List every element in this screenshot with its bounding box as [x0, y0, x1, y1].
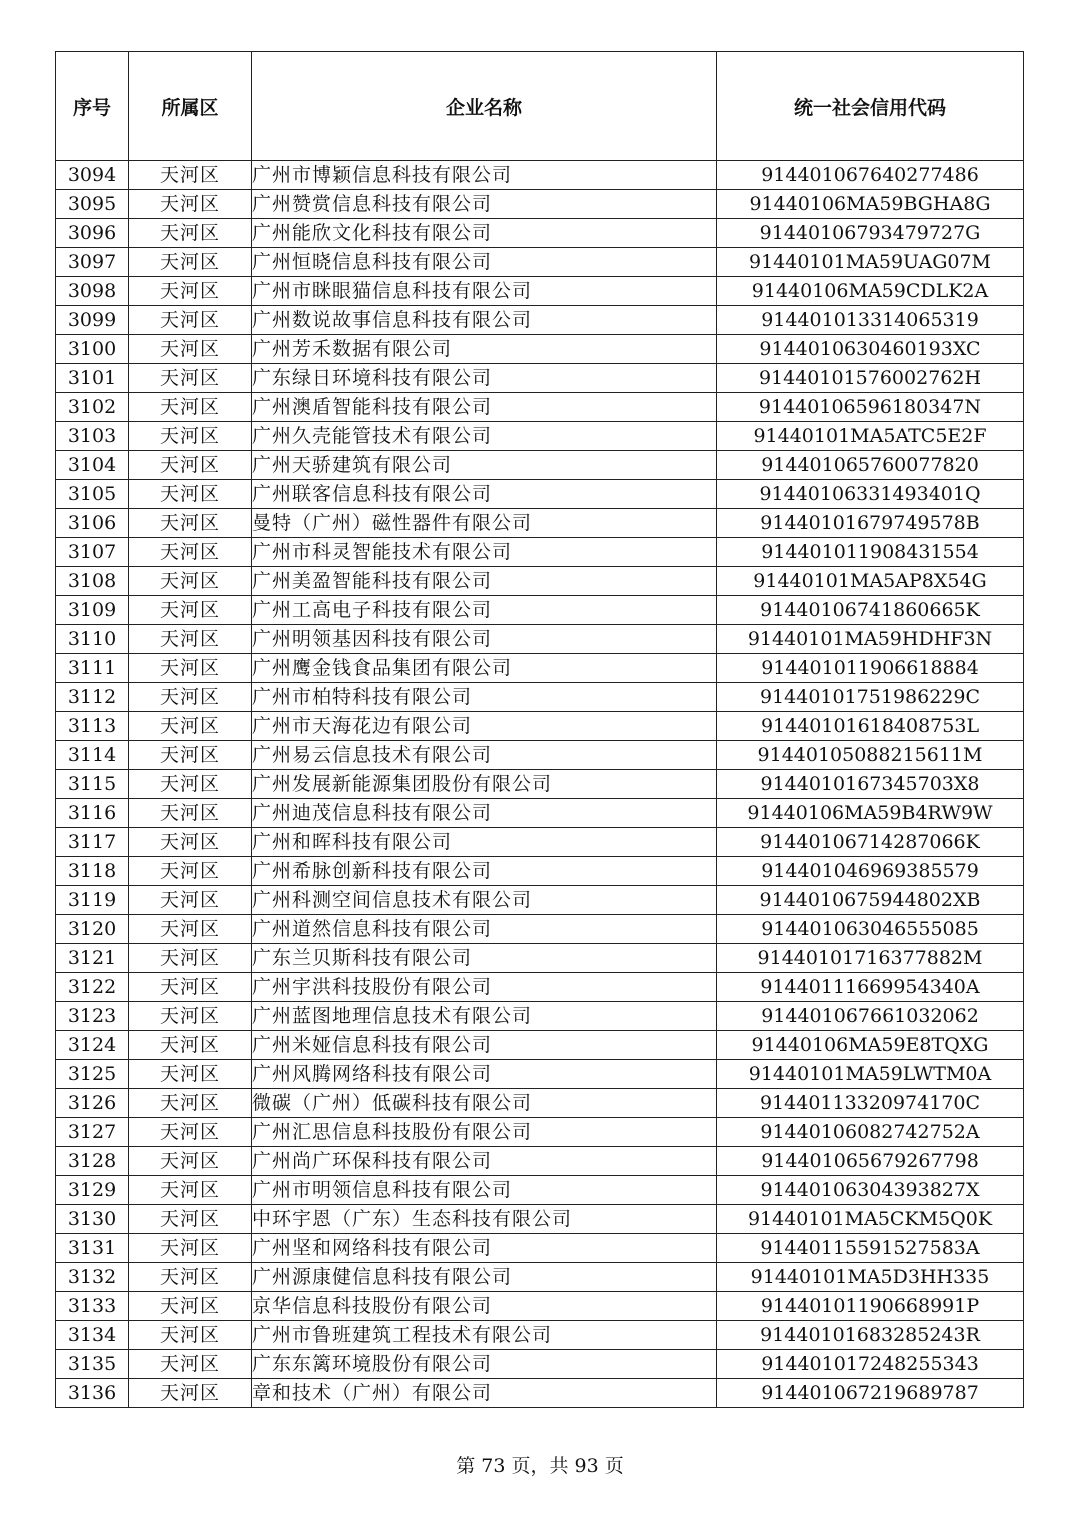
- cell-serial-number: 3102: [56, 393, 129, 422]
- cell-serial-number: 3119: [56, 886, 129, 915]
- cell-company-name: 广州市天海花边有限公司: [252, 712, 717, 741]
- cell-credit-code: 914401065760077820: [717, 451, 1024, 480]
- cell-company-name: 章和技术（广州）有限公司: [252, 1379, 717, 1408]
- table-row: [56, 712, 1024, 741]
- enterprise-table: [55, 51, 1024, 1408]
- table-row: [56, 683, 1024, 712]
- cell-serial-number: 3108: [56, 567, 129, 596]
- cell-company-name: 京华信息科技股份有限公司: [252, 1292, 717, 1321]
- cell-company-name: 广州芳禾数据有限公司: [252, 335, 717, 364]
- cell-company-name: 广州道然信息科技有限公司: [252, 915, 717, 944]
- cell-serial-number: 3103: [56, 422, 129, 451]
- cell-serial-number: 3120: [56, 915, 129, 944]
- table-row: [56, 625, 1024, 654]
- table-row: [56, 741, 1024, 770]
- cell-credit-code: 91440101190668991P: [717, 1292, 1024, 1321]
- cell-company-name: 广州市明领信息科技有限公司: [252, 1176, 717, 1205]
- cell-district: 天河区: [129, 915, 252, 944]
- cell-district: 天河区: [129, 1031, 252, 1060]
- cell-district: 天河区: [129, 712, 252, 741]
- header-credit-code: 统一社会信用代码: [717, 52, 1024, 161]
- cell-credit-code: 914401063046555085: [717, 915, 1024, 944]
- table-row: [56, 886, 1024, 915]
- cell-serial-number: 3123: [56, 1002, 129, 1031]
- cell-district: 天河区: [129, 538, 252, 567]
- cell-serial-number: 3134: [56, 1321, 129, 1350]
- cell-company-name: 广州久壳能管技术有限公司: [252, 422, 717, 451]
- table-row: [56, 1234, 1024, 1263]
- cell-serial-number: 3116: [56, 799, 129, 828]
- cell-district: 天河区: [129, 828, 252, 857]
- cell-company-name: 广州美盈智能科技有限公司: [252, 567, 717, 596]
- cell-company-name: 广州鹰金钱食品集团有限公司: [252, 654, 717, 683]
- cell-serial-number: 3132: [56, 1263, 129, 1292]
- cell-credit-code: 91440101MA5D3HH335: [717, 1263, 1024, 1292]
- cell-district: 天河区: [129, 799, 252, 828]
- cell-serial-number: 3096: [56, 219, 129, 248]
- cell-serial-number: 3112: [56, 683, 129, 712]
- cell-district: 天河区: [129, 1350, 252, 1379]
- cell-credit-code: 91440101618408753L: [717, 712, 1024, 741]
- cell-company-name: 广州赞赏信息科技有限公司: [252, 190, 717, 219]
- table-row: [56, 1089, 1024, 1118]
- cell-serial-number: 3133: [56, 1292, 129, 1321]
- cell-credit-code: 91440101MA5CKM5Q0K: [717, 1205, 1024, 1234]
- cell-credit-code: 914401017248255343: [717, 1350, 1024, 1379]
- cell-credit-code: 91440101MA5AP8X54G: [717, 567, 1024, 596]
- table-row: [56, 770, 1024, 799]
- cell-credit-code: 91440101683285243R: [717, 1321, 1024, 1350]
- cell-serial-number: 3121: [56, 944, 129, 973]
- cell-serial-number: 3124: [56, 1031, 129, 1060]
- cell-serial-number: 3130: [56, 1205, 129, 1234]
- cell-serial-number: 3101: [56, 364, 129, 393]
- cell-credit-code: 91440106MA59B4RW9W: [717, 799, 1024, 828]
- table-row: [56, 944, 1024, 973]
- cell-district: 天河区: [129, 1176, 252, 1205]
- table-row: [56, 219, 1024, 248]
- cell-credit-code: 914401046969385579: [717, 857, 1024, 886]
- cell-district: 天河区: [129, 306, 252, 335]
- cell-serial-number: 3126: [56, 1089, 129, 1118]
- cell-credit-code: 91440101MA59UAG07M: [717, 248, 1024, 277]
- cell-district: 天河区: [129, 654, 252, 683]
- table-row: [56, 451, 1024, 480]
- header-serial-number: 序号: [56, 52, 129, 161]
- cell-serial-number: 3100: [56, 335, 129, 364]
- cell-serial-number: 3128: [56, 1147, 129, 1176]
- cell-company-name: 广州市眯眼猫信息科技有限公司: [252, 277, 717, 306]
- cell-district: 天河区: [129, 393, 252, 422]
- cell-credit-code: 91440106793479727G: [717, 219, 1024, 248]
- table-row: [56, 915, 1024, 944]
- cell-district: 天河区: [129, 451, 252, 480]
- cell-credit-code: 91440101MA5ATC5E2F: [717, 422, 1024, 451]
- cell-district: 天河区: [129, 219, 252, 248]
- table-row: [56, 190, 1024, 219]
- table-row: [56, 248, 1024, 277]
- cell-company-name: 广州宇洪科技股份有限公司: [252, 973, 717, 1002]
- cell-company-name: 广州市博颖信息科技有限公司: [252, 161, 717, 190]
- cell-credit-code: 91440106331493401Q: [717, 480, 1024, 509]
- cell-district: 天河区: [129, 190, 252, 219]
- cell-company-name: 广州蓝图地理信息技术有限公司: [252, 1002, 717, 1031]
- table-row: [56, 1002, 1024, 1031]
- cell-credit-code: 91440115591527583A: [717, 1234, 1024, 1263]
- cell-credit-code: 9144010675944802XB: [717, 886, 1024, 915]
- cell-district: 天河区: [129, 567, 252, 596]
- page-number: 第 73 页，共 93 页: [456, 1455, 624, 1477]
- cell-district: 天河区: [129, 683, 252, 712]
- cell-serial-number: 3117: [56, 828, 129, 857]
- cell-district: 天河区: [129, 625, 252, 654]
- cell-credit-code: 914401013314065319: [717, 306, 1024, 335]
- cell-company-name: 广州坚和网络科技有限公司: [252, 1234, 717, 1263]
- cell-serial-number: 3113: [56, 712, 129, 741]
- table-row: [56, 857, 1024, 886]
- cell-serial-number: 3125: [56, 1060, 129, 1089]
- cell-credit-code: 91440101576002762H: [717, 364, 1024, 393]
- table-row: [56, 277, 1024, 306]
- cell-company-name: 广州和晖科技有限公司: [252, 828, 717, 857]
- cell-serial-number: 3109: [56, 596, 129, 625]
- cell-credit-code: 91440106596180347N: [717, 393, 1024, 422]
- cell-serial-number: 3110: [56, 625, 129, 654]
- cell-credit-code: 91440106741860665K: [717, 596, 1024, 625]
- cell-district: 天河区: [129, 741, 252, 770]
- table-row: [56, 480, 1024, 509]
- cell-company-name: 广州风腾网络科技有限公司: [252, 1060, 717, 1089]
- cell-serial-number: 3115: [56, 770, 129, 799]
- cell-district: 天河区: [129, 596, 252, 625]
- cell-credit-code: 9144010630460193XC: [717, 335, 1024, 364]
- cell-credit-code: 91440113320974170C: [717, 1089, 1024, 1118]
- cell-company-name: 广东绿日环境科技有限公司: [252, 364, 717, 393]
- table-row: [56, 828, 1024, 857]
- cell-company-name: 曼特（广州）磁性器件有限公司: [252, 509, 717, 538]
- table-row: [56, 1321, 1024, 1350]
- cell-district: 天河区: [129, 1060, 252, 1089]
- table-row: [56, 306, 1024, 335]
- table-row: [56, 596, 1024, 625]
- cell-serial-number: 3095: [56, 190, 129, 219]
- table-row: [56, 509, 1024, 538]
- table-row: [56, 799, 1024, 828]
- cell-credit-code: 91440106MA59BGHA8G: [717, 190, 1024, 219]
- table-row: [56, 654, 1024, 683]
- cell-serial-number: 3118: [56, 857, 129, 886]
- cell-company-name: 广州数说故事信息科技有限公司: [252, 306, 717, 335]
- cell-credit-code: 914401067640277486: [717, 161, 1024, 190]
- cell-serial-number: 3131: [56, 1234, 129, 1263]
- cell-district: 天河区: [129, 1147, 252, 1176]
- table-row: [56, 1176, 1024, 1205]
- cell-company-name: 广州汇思信息科技股份有限公司: [252, 1118, 717, 1147]
- cell-credit-code: 91440106MA59E8TQXG: [717, 1031, 1024, 1060]
- cell-credit-code: 91440101MA59HDHF3N: [717, 625, 1024, 654]
- cell-company-name: 广州尚广环保科技有限公司: [252, 1147, 717, 1176]
- cell-company-name: 广州市柏特科技有限公司: [252, 683, 717, 712]
- cell-district: 天河区: [129, 1118, 252, 1147]
- cell-district: 天河区: [129, 161, 252, 190]
- cell-credit-code: 914401067219689787: [717, 1379, 1024, 1408]
- cell-company-name: 广东兰贝斯科技有限公司: [252, 944, 717, 973]
- cell-district: 天河区: [129, 1379, 252, 1408]
- cell-company-name: 广州发展新能源集团股份有限公司: [252, 770, 717, 799]
- cell-credit-code: 91440105088215611M: [717, 741, 1024, 770]
- cell-credit-code: 91440111669954340A: [717, 973, 1024, 1002]
- cell-credit-code: 914401011908431554: [717, 538, 1024, 567]
- cell-district: 天河区: [129, 944, 252, 973]
- table-row: [56, 973, 1024, 1002]
- cell-district: 天河区: [129, 509, 252, 538]
- cell-district: 天河区: [129, 1002, 252, 1031]
- table-row: [56, 1263, 1024, 1292]
- cell-serial-number: 3107: [56, 538, 129, 567]
- cell-serial-number: 3099: [56, 306, 129, 335]
- cell-credit-code: 914401011906618884: [717, 654, 1024, 683]
- cell-district: 天河区: [129, 1292, 252, 1321]
- table-row: [56, 1379, 1024, 1408]
- cell-company-name: 广州源康健信息科技有限公司: [252, 1263, 717, 1292]
- cell-company-name: 广州工高电子科技有限公司: [252, 596, 717, 625]
- cell-company-name: 中环宇恩（广东）生态科技有限公司: [252, 1205, 717, 1234]
- cell-credit-code: 91440106304393827X: [717, 1176, 1024, 1205]
- header-district: 所属区: [129, 52, 252, 161]
- cell-credit-code: 91440101751986229C: [717, 683, 1024, 712]
- table-row: [56, 567, 1024, 596]
- table-body: [56, 161, 1024, 1408]
- cell-company-name: 广州米娅信息科技有限公司: [252, 1031, 717, 1060]
- cell-district: 天河区: [129, 1263, 252, 1292]
- cell-company-name: 广州澳盾智能科技有限公司: [252, 393, 717, 422]
- table-row: [56, 1350, 1024, 1379]
- table-row: [56, 393, 1024, 422]
- cell-company-name: 广州易云信息技术有限公司: [252, 741, 717, 770]
- table-row: [56, 1292, 1024, 1321]
- cell-district: 天河区: [129, 364, 252, 393]
- table-row: [56, 1060, 1024, 1089]
- table-row: [56, 1147, 1024, 1176]
- cell-district: 天河区: [129, 248, 252, 277]
- cell-district: 天河区: [129, 422, 252, 451]
- cell-district: 天河区: [129, 886, 252, 915]
- cell-credit-code: 9144010167345703X8: [717, 770, 1024, 799]
- cell-serial-number: 3136: [56, 1379, 129, 1408]
- cell-company-name: 广州恒晓信息科技有限公司: [252, 248, 717, 277]
- cell-credit-code: 91440101679749578B: [717, 509, 1024, 538]
- cell-district: 天河区: [129, 277, 252, 306]
- table-row: [56, 161, 1024, 190]
- cell-serial-number: 3098: [56, 277, 129, 306]
- cell-serial-number: 3097: [56, 248, 129, 277]
- cell-company-name: 微碳（广州）低碳科技有限公司: [252, 1089, 717, 1118]
- cell-district: 天河区: [129, 857, 252, 886]
- table-row: [56, 1031, 1024, 1060]
- table-row: [56, 538, 1024, 567]
- cell-serial-number: 3111: [56, 654, 129, 683]
- table-row: [56, 364, 1024, 393]
- cell-serial-number: 3129: [56, 1176, 129, 1205]
- cell-district: 天河区: [129, 1234, 252, 1263]
- cell-district: 天河区: [129, 1205, 252, 1234]
- table-row: [56, 1118, 1024, 1147]
- cell-serial-number: 3105: [56, 480, 129, 509]
- cell-credit-code: 91440106714287066K: [717, 828, 1024, 857]
- table-row: [56, 422, 1024, 451]
- cell-serial-number: 3122: [56, 973, 129, 1002]
- cell-serial-number: 3114: [56, 741, 129, 770]
- cell-district: 天河区: [129, 1089, 252, 1118]
- cell-company-name: 广州天骄建筑有限公司: [252, 451, 717, 480]
- cell-district: 天河区: [129, 973, 252, 1002]
- cell-credit-code: 91440106082742752A: [717, 1118, 1024, 1147]
- cell-credit-code: 914401067661032062: [717, 1002, 1024, 1031]
- cell-company-name: 广州明领基因科技有限公司: [252, 625, 717, 654]
- table-row: [56, 1205, 1024, 1234]
- cell-credit-code: 91440106MA59CDLK2A: [717, 277, 1024, 306]
- cell-serial-number: 3106: [56, 509, 129, 538]
- cell-serial-number: 3094: [56, 161, 129, 190]
- table-header-row: [56, 52, 1024, 161]
- cell-company-name: 广州市科灵智能技术有限公司: [252, 538, 717, 567]
- header-company-name: 企业名称: [252, 52, 717, 161]
- cell-credit-code: 91440101716377882M: [717, 944, 1024, 973]
- cell-company-name: 广东东篱环境股份有限公司: [252, 1350, 717, 1379]
- cell-company-name: 广州迪茂信息科技有限公司: [252, 799, 717, 828]
- cell-district: 天河区: [129, 335, 252, 364]
- cell-company-name: 广州市鲁班建筑工程技术有限公司: [252, 1321, 717, 1350]
- cell-company-name: 广州科测空间信息技术有限公司: [252, 886, 717, 915]
- cell-company-name: 广州联客信息科技有限公司: [252, 480, 717, 509]
- cell-serial-number: 3127: [56, 1118, 129, 1147]
- cell-serial-number: 3135: [56, 1350, 129, 1379]
- cell-district: 天河区: [129, 1321, 252, 1350]
- cell-credit-code: 914401065679267798: [717, 1147, 1024, 1176]
- cell-district: 天河区: [129, 480, 252, 509]
- cell-serial-number: 3104: [56, 451, 129, 480]
- cell-credit-code: 91440101MA59LWTM0A: [717, 1060, 1024, 1089]
- table-row: [56, 335, 1024, 364]
- cell-company-name: 广州希脉创新科技有限公司: [252, 857, 717, 886]
- cell-district: 天河区: [129, 770, 252, 799]
- cell-company-name: 广州能欣文化科技有限公司: [252, 219, 717, 248]
